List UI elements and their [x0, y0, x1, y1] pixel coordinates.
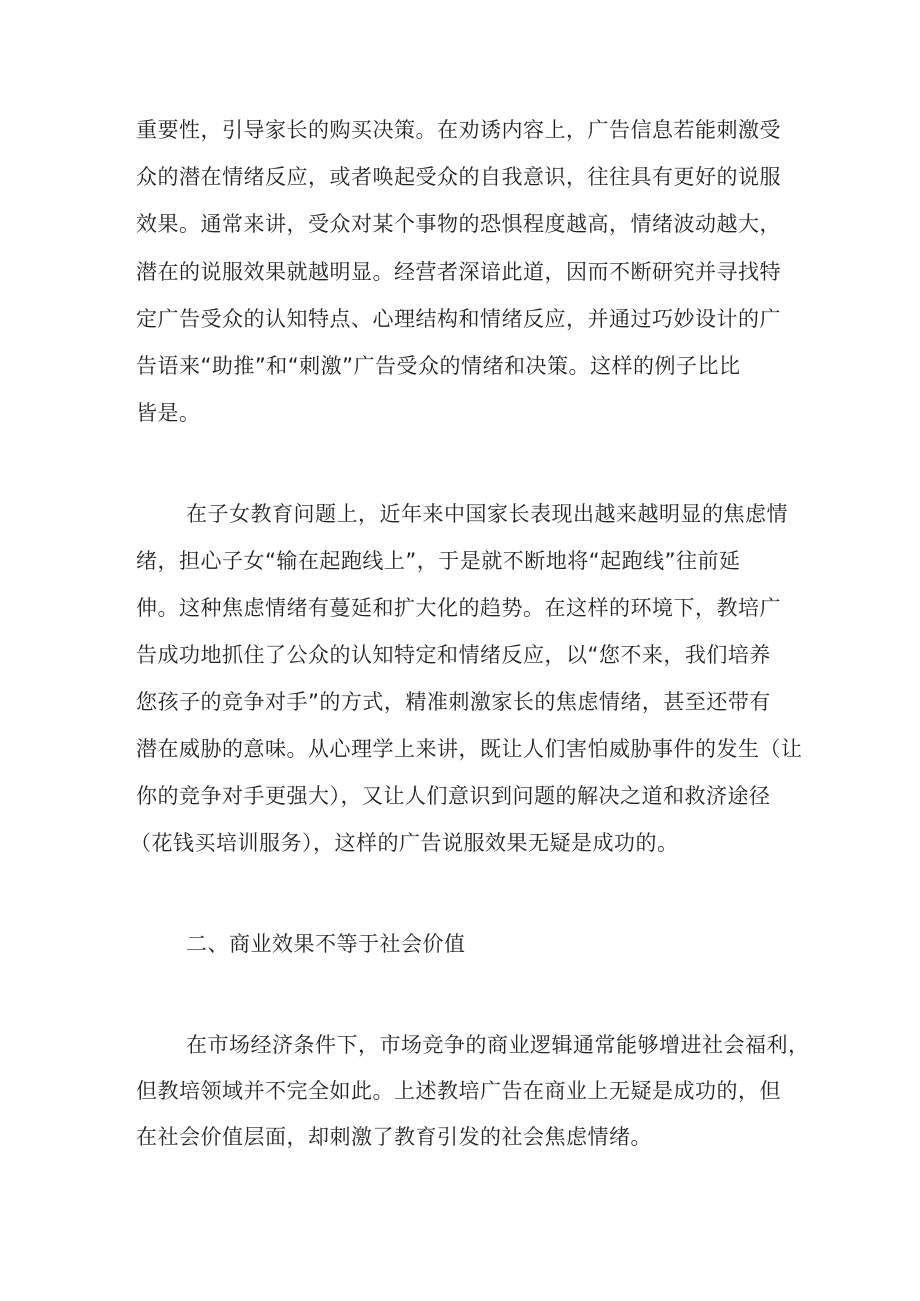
paragraph-line: 但教培领域并不完全如此。上述教培广告在商业上无疑是成功的，但: [136, 1079, 781, 1103]
paragraph-line: 你的竞争对手更强大），又让人们意识到问题的解决之道和救济途径: [136, 784, 771, 808]
paragraph-line: 绪，担心子女“输在起跑线上”，于是就不断地将“起跑线”往前延: [136, 549, 741, 573]
paragraph-line: 潜在威胁的意味。从心理学上来讲，既让人们害怕威胁事件的发生（让: [136, 737, 803, 761]
paragraph-line: 您孩子的竞争对手”的方式，精准刺激家长的焦虑情绪，甚至还带有: [136, 690, 771, 714]
paragraph-line: 众的潜在情绪反应，或者唤起受众的自我意识，往往具有更好的说服: [136, 165, 781, 189]
section-heading: 二、商业效果不等于社会价值: [186, 932, 466, 956]
paragraph-line: 皆是。: [136, 401, 201, 425]
paragraph-line: 告成功地抓住了公众的认知特定和情绪反应，以“您不来，我们培养: [136, 643, 771, 667]
paragraph-line: 在子女教育问题上，近年来中国家长表现出越来越明显的焦虑情: [186, 502, 788, 526]
paragraph-line: 重要性，引导家长的购买决策。在劝诱内容上，广告信息若能刺激受: [136, 118, 781, 142]
paragraph-line: 告语来“助推”和“刺激”广告受众的情绪和决策。这样的例子比比: [136, 354, 741, 378]
paragraph-line: 在市场经济条件下，市场竞争的商业逻辑通常能够增进社会福利，: [186, 1033, 810, 1057]
paragraph-line: （花钱买培训服务），这样的广告说服效果无疑是成功的。: [130, 831, 679, 855]
paragraph-line: 效果。通常来讲，受众对某个事物的恐惧程度越高，情绪波动越大，: [136, 212, 781, 236]
paragraph-line: 定广告受众的认知特点、心理结构和情绪反应，并通过巧妙设计的广: [136, 307, 781, 331]
paragraph-line: 潜在的说服效果就越明显。经营者深谙此道，因而不断研究并寻找特: [136, 260, 781, 284]
paragraph-line: 在社会价值层面，却刺激了教育引发的社会焦虑情绪。: [136, 1125, 652, 1149]
paragraph-line: 伸。这种焦虑情绪有蔓延和扩大化的趋势。在这样的环境下，教培广: [136, 596, 781, 620]
